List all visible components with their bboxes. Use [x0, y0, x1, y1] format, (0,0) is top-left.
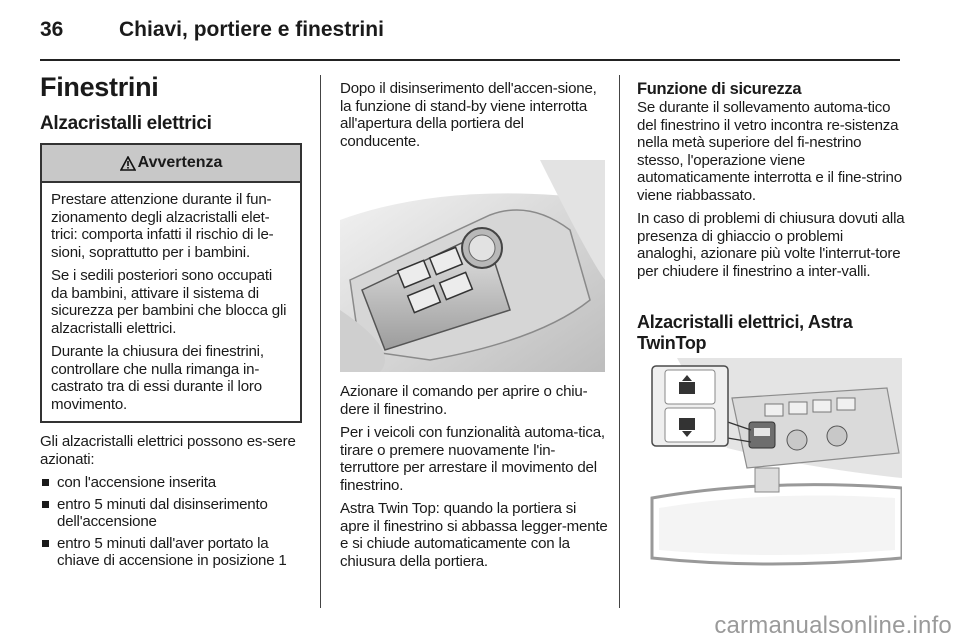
- list-item: con l'accensione inserita: [40, 474, 312, 492]
- operation-paragraph: Astra Twin Top: quando la portiera si apre il finestrino si abbassa legger-mente e si chiude automaticamente con la chiusura della portiera.: [340, 500, 608, 570]
- conditions-list: [40, 474, 312, 570]
- safety-paragraph: Se durante il sollevamento automa-tico del finestrino il vetro incontra re-sistenza nella metà superiore del fi-nestrino stesso, l'operazione viene automaticamente interrotta e il fine-strino viene riabbassato.: [637, 99, 902, 204]
- page-number: 36: [40, 18, 64, 41]
- warning-heading: [42, 145, 300, 183]
- warning-paragraph: Prestare attenzione durante il fun-zionamento degli alzacristalli elet-trici: comporta infatti il rischio di le-sioni, soprattutto per i bambini.: [51, 191, 274, 261]
- operating-conditions: [40, 433, 312, 574]
- chapter-title: Chiavi, portiere e finestrini: [119, 18, 384, 41]
- warning-paragraph: Durante la chiusura dei finestrini, controllare che nulla rimanga in-castrato tra di essi durante il loro movimento.: [51, 343, 264, 413]
- operation-paragraph: Azionare il comando per aprire o chiu-dere il finestrino.: [340, 383, 588, 418]
- standby-paragraph: Dopo il disinserimento dell'accen-sione, la funzione di stand-by viene interrotta all'apertura della portiera del conducente.: [340, 80, 597, 150]
- twintop-switch-illustration: [637, 358, 902, 570]
- operation-text: [340, 383, 608, 576]
- header-divider: [40, 59, 900, 61]
- section-subtitle: Alzacristalli elettrici: [40, 113, 212, 134]
- warning-box: [40, 143, 302, 423]
- safety-title: Funzione di sicurezza: [637, 80, 802, 98]
- warning-paragraph: Se i sedili posteriori sono occupati da bambini, attivare il sistema di sicurezza per bambini che blocca gli alzacristalli elettrici.: [51, 267, 287, 337]
- conditions-intro: Gli alzacristalli elettrici possono es-sere azionati:: [40, 433, 296, 468]
- column-divider-1: [320, 75, 321, 608]
- list-item: entro 5 minuti dall'aver portato la chiave di accensione in posizione 1: [40, 535, 312, 570]
- column-divider-2: [619, 75, 620, 608]
- door-switch-illustration: [340, 160, 605, 372]
- watermark: carmanualsonline.info: [714, 612, 952, 639]
- warning-heading-label: Avvertenza: [137, 154, 223, 171]
- safety-paragraph: In caso di problemi di chiusura dovuti alla presenza di ghiaccio o problemi analoghi, azionare più volte l'interrut-tore per chiudere il finestrino a inter-valli.: [637, 210, 905, 280]
- warning-triangle-icon: [120, 156, 136, 171]
- page-header: [40, 18, 900, 52]
- safety-section: [637, 80, 905, 286]
- standby-text: [340, 80, 605, 156]
- section-title: Finestrini: [40, 72, 159, 102]
- twintop-subtitle: Alzacristalli elettrici, Astra TwinTop: [637, 312, 853, 353]
- list-item: entro 5 minuti dal disinserimento dell'accensione: [40, 496, 312, 531]
- operation-paragraph: Per i veicoli con funzionalità automa-tica, tirare o premere nuovamente l'in-terruttore per arrestare il movimento del finestrino.: [340, 424, 605, 494]
